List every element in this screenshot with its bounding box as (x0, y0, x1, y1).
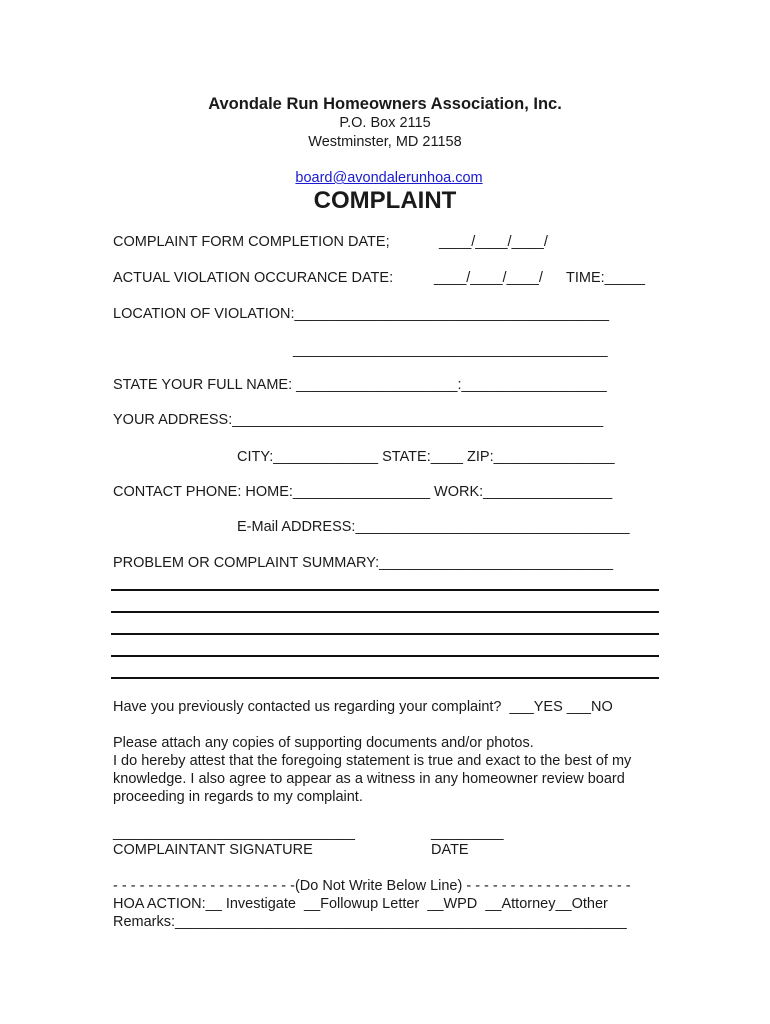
contact-phone-field[interactable]: CONTACT PHONE: HOME:_________________ WORK:________________ (113, 484, 613, 500)
po-box: P.O. Box 2115 (339, 115, 431, 131)
email-address-field[interactable]: E-Mail ADDRESS:__________________________________ (237, 519, 630, 535)
violation-date-label: ACTUAL VIOLATION OCCURANCE DATE: (113, 270, 394, 286)
attach-instruction: Please attach any copies of supporting documents and/or photos. (113, 735, 534, 751)
summary-field[interactable]: PROBLEM OR COMPLAINT SUMMARY:_____________________________ (113, 555, 614, 571)
contacted-question[interactable]: Have you previously contacted us regarding your complaint? ___YES ___NO (113, 699, 613, 715)
date-line[interactable]: _________ (431, 825, 504, 841)
time-field[interactable]: TIME:_____ (566, 270, 645, 286)
signature-line[interactable]: ______________________________ (113, 825, 355, 841)
location-field-line2[interactable]: _______________________________________ (293, 342, 608, 358)
office-divider: - - - - - - - - - - - - - - - - - - - - -(Do Not Write Below Line) - - - - - - - - - - - - - - - - - - - (113, 878, 631, 894)
summary-line-2[interactable] (111, 611, 659, 613)
violation-date-field[interactable]: ____/____/____/ (434, 270, 543, 286)
hoa-action-line: HOA ACTION:__ Investigate __Followup Letter __WPD __Attorney__Other (113, 896, 608, 912)
page-title: COMPLAINT (313, 187, 457, 214)
date-label: DATE (431, 842, 469, 858)
summary-line-4[interactable] (111, 655, 659, 657)
summary-line-5[interactable] (111, 677, 659, 679)
attestation-statement: I do hereby attest that the foregoing statement is true and exact to the best of my knowledge. I also agree to appear as a witness in any homeowner review board proceeding in regards to my complaint. (113, 753, 632, 805)
city-state-zip-field[interactable]: CITY:_____________ STATE:____ ZIP:_______________ (237, 449, 615, 465)
address-field[interactable]: YOUR ADDRESS:______________________________________________ (113, 412, 604, 428)
location-field[interactable]: LOCATION OF VIOLATION:_______________________________________ (113, 306, 610, 322)
completion-date-field[interactable]: ____/____/____/ (439, 234, 548, 250)
email-link[interactable]: board@avondalerunhoa.com (295, 170, 483, 186)
organization-name: Avondale Run Homeowners Association, Inc. (208, 95, 562, 113)
signature-label: COMPLAINTANT SIGNATURE (113, 842, 313, 858)
remarks-line: Remarks:________________________________________________________ (113, 914, 627, 930)
summary-line-3[interactable] (111, 633, 659, 635)
address-city-line: Westminster, MD 21158 (308, 134, 462, 150)
email-link-wrap (0, 151, 770, 187)
completion-date-label: COMPLAINT FORM COMPLETION DATE; (113, 234, 390, 250)
summary-line-1[interactable] (111, 589, 659, 591)
full-name-field[interactable]: STATE YOUR FULL NAME: ____________________:__________________ (113, 377, 607, 393)
